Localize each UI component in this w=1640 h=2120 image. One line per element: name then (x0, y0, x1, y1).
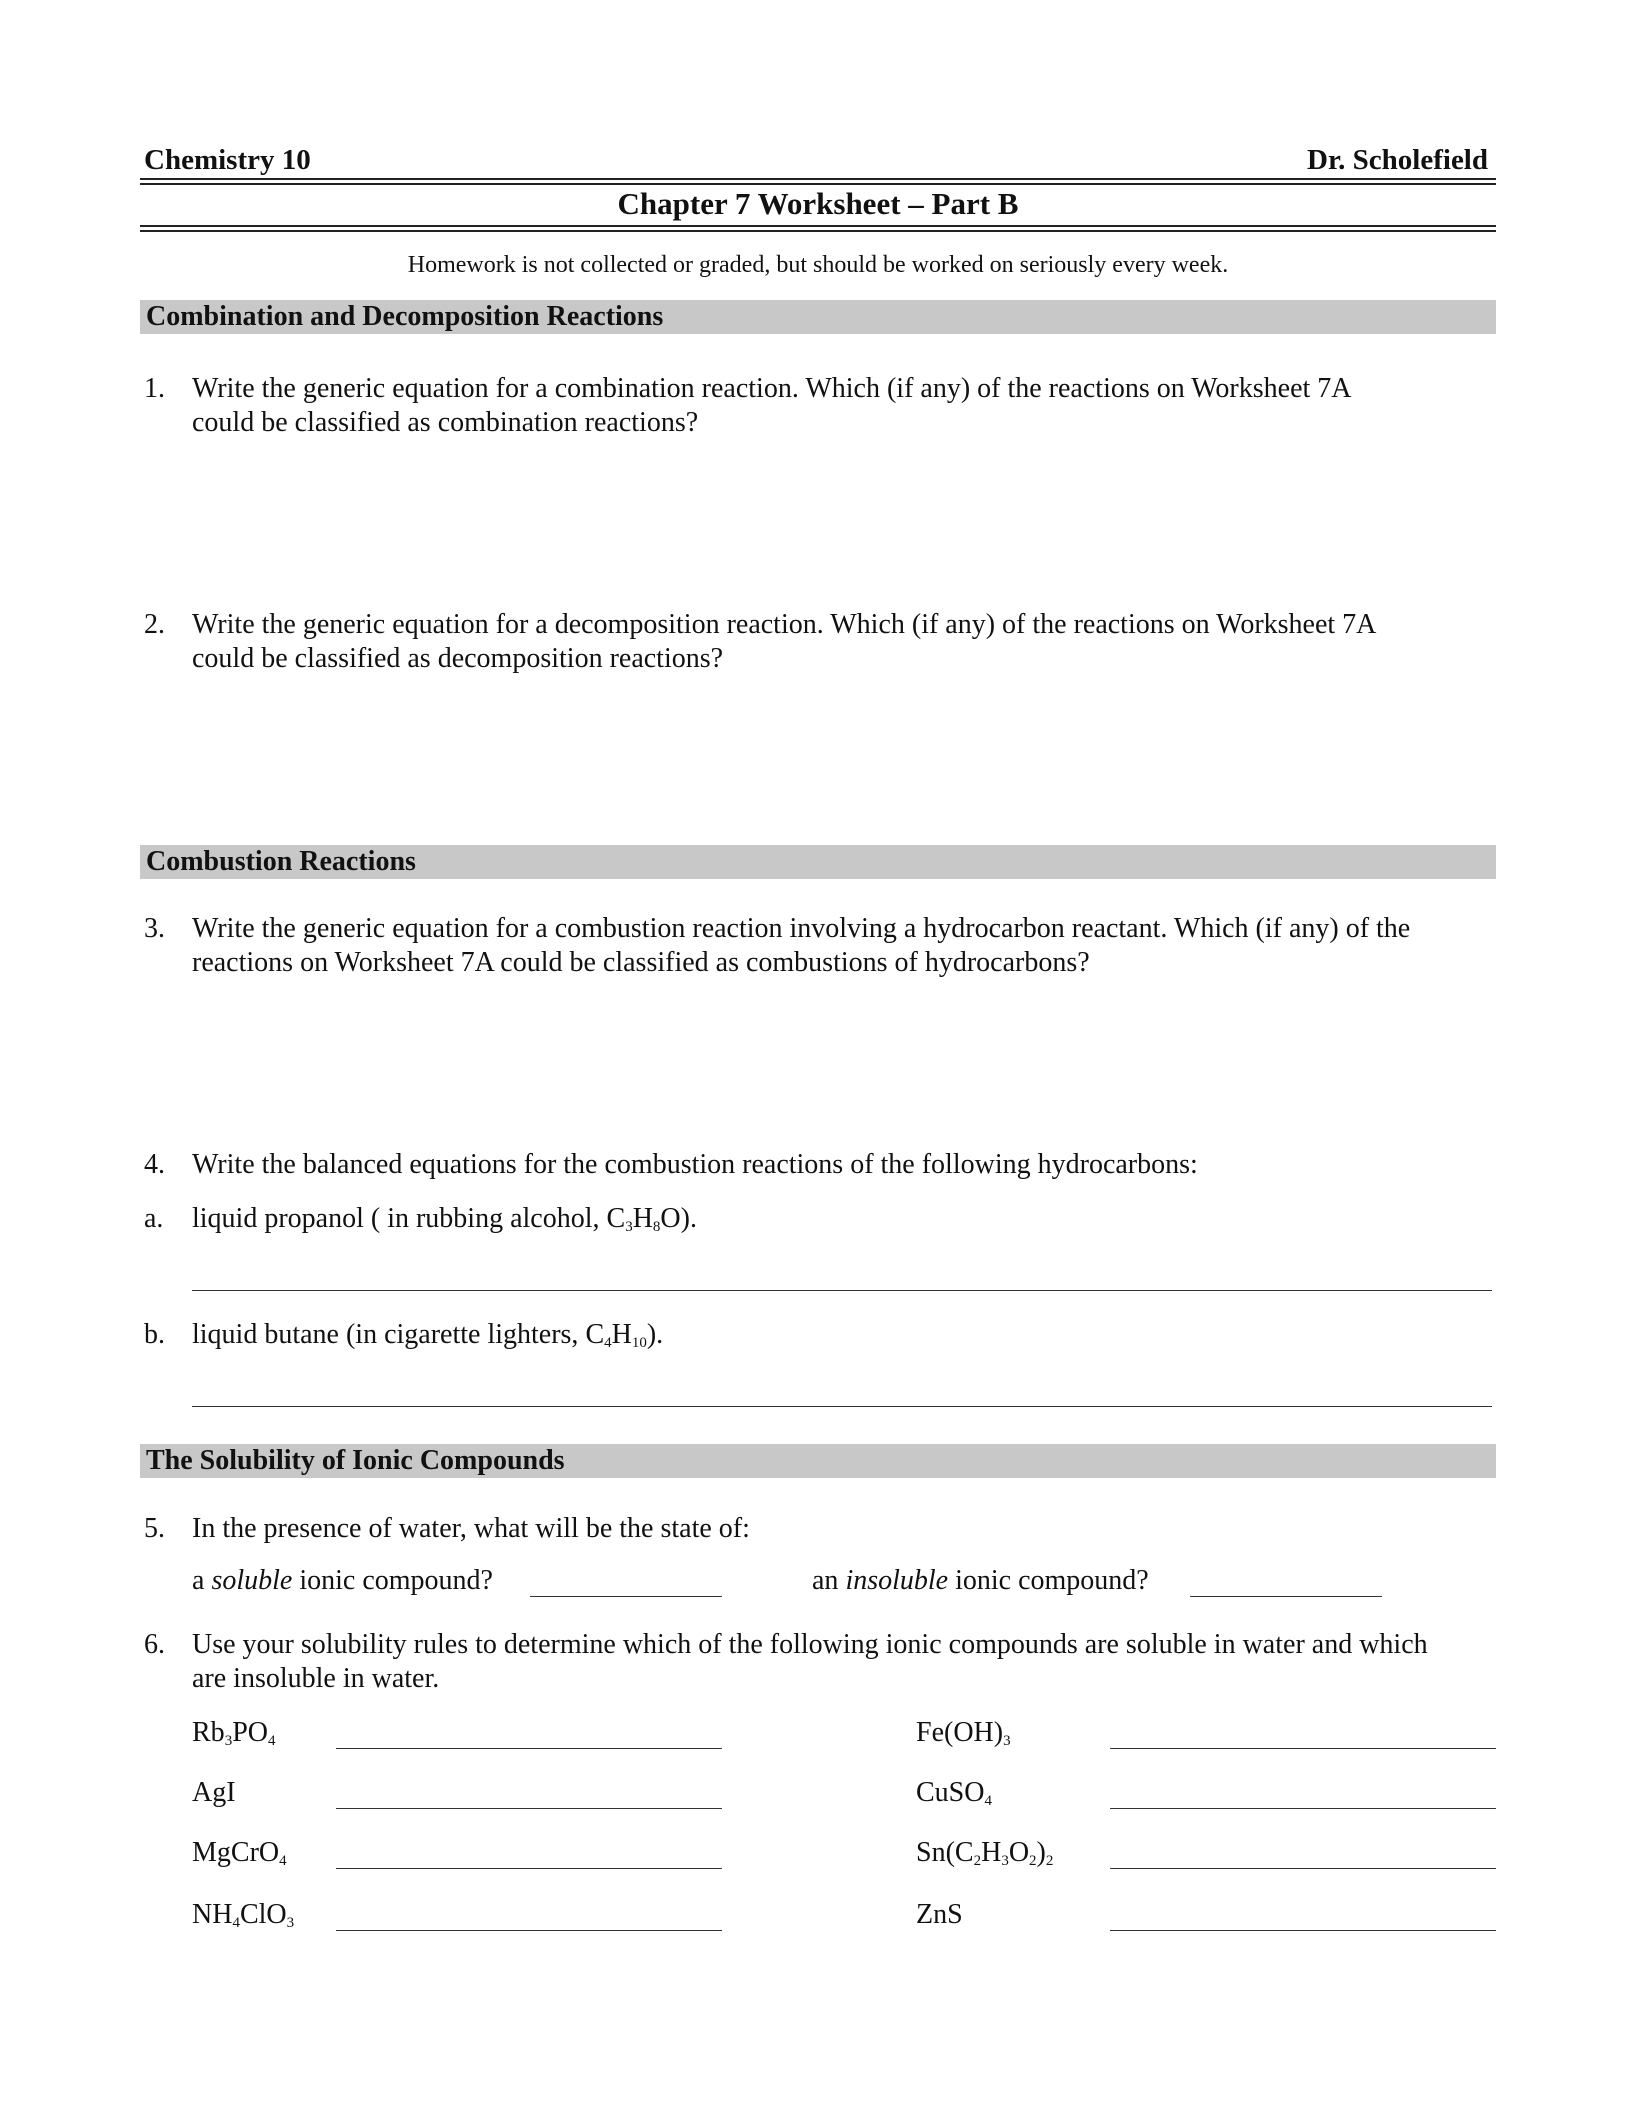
soluble-prompt: a soluble ionic compound? (192, 1565, 493, 1596)
answer-line-compound-right-3[interactable] (1110, 1868, 1496, 1869)
answer-line-compound-left-2[interactable] (336, 1808, 722, 1809)
compound-right-1: $Fe(OH)_3$ (916, 1717, 1011, 1749)
question-text (192, 608, 1496, 676)
question-number: 1. (144, 373, 165, 404)
formula-butane: $C_4H_{10}$ (585, 1319, 647, 1351)
compound-left-2: AgI (192, 1777, 236, 1808)
section-heading-combination: Combination and Decomposition Reactions (140, 300, 1496, 334)
title-rule-1 (140, 225, 1496, 227)
question-line: could be classified as decomposition reactions? (192, 643, 724, 674)
compound-left-1: $Rb_3PO_4$ (192, 1717, 276, 1749)
answer-line-soluble[interactable] (530, 1596, 722, 1597)
question-text: In the presence of water, what will be the state of: (192, 1513, 750, 1544)
question-number: 6. (144, 1629, 165, 1660)
compound-right-3: $Sn(C_2H_3O_2)_2$ (916, 1837, 1054, 1869)
answer-line-compound-right-2[interactable] (1110, 1808, 1496, 1809)
title-rule-2 (140, 230, 1496, 232)
section-heading-combustion: Combustion Reactions (140, 845, 1496, 879)
compound-right-4: ZnS (916, 1899, 963, 1930)
insoluble-prompt: an insoluble ionic compound? (812, 1565, 1149, 1596)
question-text: Write the balanced equations for the combustion reactions of the following hydrocarbons: (192, 1149, 1198, 1180)
subquestion-label: a. (144, 1203, 164, 1234)
homework-note: Homework is not collected or graded, but should be worked on seriously every week. (407, 252, 1229, 278)
compound-right-2: CuSO$_4$ (916, 1777, 992, 1809)
course-name: Chemistry 10 (144, 144, 311, 176)
compound-left-3: MgCrO$_4$ (192, 1837, 287, 1869)
question-line: are insoluble in water. (192, 1663, 440, 1694)
instructor-name: Dr. Scholefield (1307, 144, 1488, 176)
subquestion-text: liquid propanol ( in rubbing alcohol, $C_3H_8O$). (192, 1203, 697, 1235)
answer-line-compound-left-1[interactable] (336, 1748, 722, 1749)
question-line: Write the generic equation for a decomposition reaction. Which (if any) of the reactions on Worksheet 7A (192, 609, 1377, 640)
question-line: Write the generic equation for a combustion reaction involving a hydrocarbon reactant. Which (if any) of the (192, 913, 1411, 944)
answer-line-compound-left-4[interactable] (336, 1930, 722, 1931)
question-number: 4. (144, 1149, 165, 1180)
formula-propanol: $C_3H_8O$ (606, 1203, 681, 1235)
question-line: Write the generic equation for a combination reaction. Which (if any) of the reactions on Worksheet 7A (192, 373, 1352, 404)
question-number: 5. (144, 1513, 165, 1544)
answer-line-compound-left-3[interactable] (336, 1868, 722, 1869)
question-text (192, 912, 1496, 980)
subquestion-label: b. (144, 1319, 165, 1350)
answer-line-insoluble[interactable] (1190, 1596, 1382, 1597)
question-line: Use your solubility rules to determine which of the following ionic compounds are soluble in water and which (192, 1629, 1428, 1660)
header-rule-top (140, 178, 1496, 180)
question-number: 3. (144, 913, 165, 944)
question-line: reactions on Worksheet 7A could be classified as combustions of hydrocarbons? (192, 947, 1090, 978)
answer-line-4b[interactable] (192, 1406, 1492, 1407)
question-line: could be classified as combination reactions? (192, 407, 699, 438)
worksheet-title: Chapter 7 Worksheet – Part B (617, 186, 1019, 221)
section-heading-solubility: The Solubility of Ionic Compounds (140, 1444, 1496, 1478)
answer-line-4a[interactable] (192, 1290, 1492, 1291)
worksheet-page (140, 0, 1496, 2120)
compound-left-4: $NH_4ClO_3$ (192, 1899, 295, 1931)
subquestion-text: liquid butane (in cigarette lighters, $C_4H_{10}$). (192, 1319, 664, 1351)
answer-line-compound-right-4[interactable] (1110, 1930, 1496, 1931)
question-text (192, 1628, 1496, 1696)
question-number: 2. (144, 609, 165, 640)
header-rule-top-2 (140, 183, 1496, 185)
answer-line-compound-right-1[interactable] (1110, 1748, 1496, 1749)
question-text (192, 372, 1496, 440)
page-header (140, 144, 1496, 178)
